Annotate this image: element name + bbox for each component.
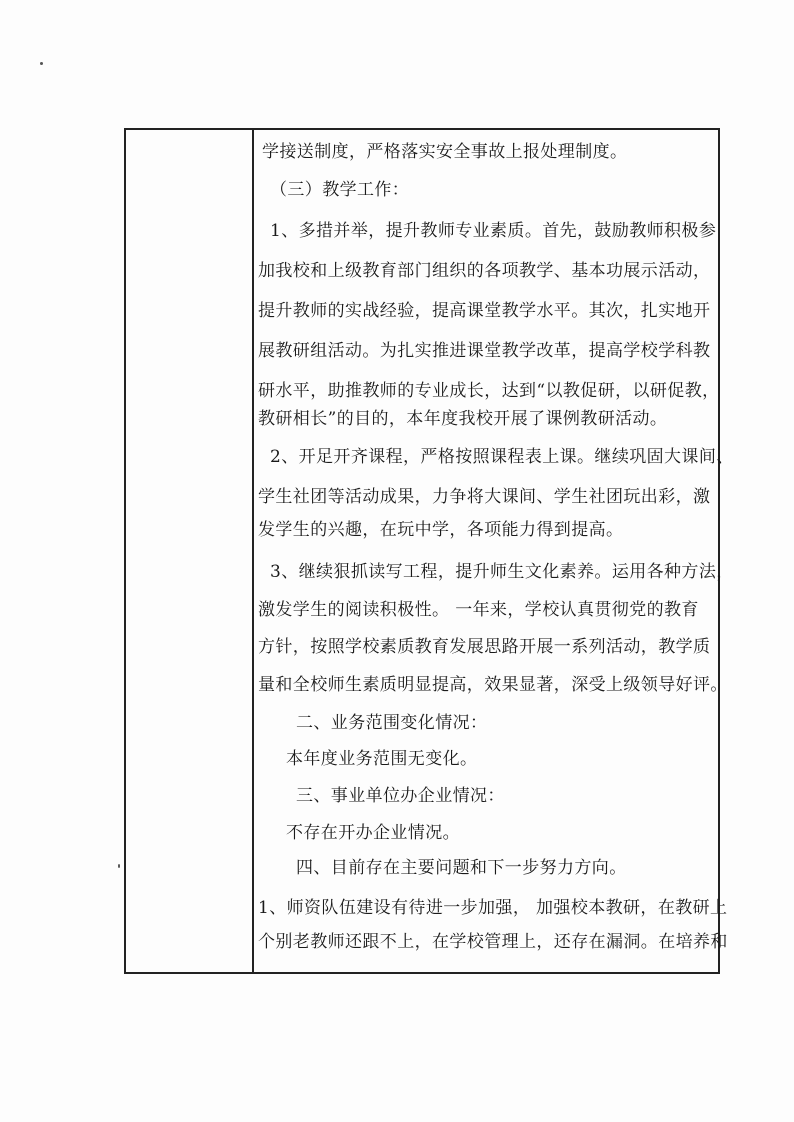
text-line: 发学生的兴趣，在玩中学，各项能力得到提高。 [258,520,624,540]
section-heading-scope-change: 二、业务范围变化情况： [296,713,488,733]
text-line: 展教研组活动。为扎实推进课堂教学改革，提高学校学科教 [258,341,711,361]
text-line: 学生社团等活动成果，力争将大课间、学生社团玩出彩，激 [258,487,711,507]
text-line: 提升教师的实战经验，提高课堂教学水平。其次，扎实地开 [258,301,711,321]
text-line: 1、多措并举，提升教师专业素质。首先，鼓励教师积极参 [270,221,717,241]
section-heading-problems: 四、目前存在主要问题和下一步努力方向。 [296,858,627,878]
section-heading-enterprise: 三、事业单位办企业情况： [296,786,505,806]
text-line: 个别老教师还跟不上，在学校管理上，还存在漏洞。在培养和 [258,932,728,952]
text-line: 加我校和上级教育部门组织的各项教学、基本功展示活动， [258,261,711,281]
text-line: 2、开足开齐课程，严格按照课程表上课。继续巩固大课间、 [270,447,734,467]
section-heading-teaching: （三）教学工作： [270,180,410,200]
text-line: 不存在开办企业情况。 [286,823,460,843]
text-line: 量和全校师生素质明显提高，效果显著，深受上级领导好评。 [258,675,728,695]
text-line: 教研相长”的目的，本年度我校开展了课例教研活动。 [258,409,668,429]
report-table [124,128,734,974]
text-line: 1、师资队伍建设有待进一步加强， 加强校本教研，在教研上 [258,898,728,918]
text-line: 本年度业务范围无变化。 [286,749,478,769]
text-line: 学接送制度，严格落实安全事故上报处理制度。 [262,142,628,162]
text-line: 方针，按照学校素质教育发展思路开展一系列活动，教学质 [258,637,711,657]
column-divider [252,130,254,972]
report-content-cell [256,130,734,972]
text-line: 激发学生的阅读积极性。 一年来，学校认真贯彻党的教育 [258,600,699,620]
scan-speck [40,62,43,65]
text-line: 研水平，助推教师的专业成长，达到“以教促研，以研促教， [258,381,720,401]
scan-speck [118,864,120,868]
text-line: 3、继续狠抓读写工程，提升师生文化素养。运用各种方法， [270,562,734,582]
